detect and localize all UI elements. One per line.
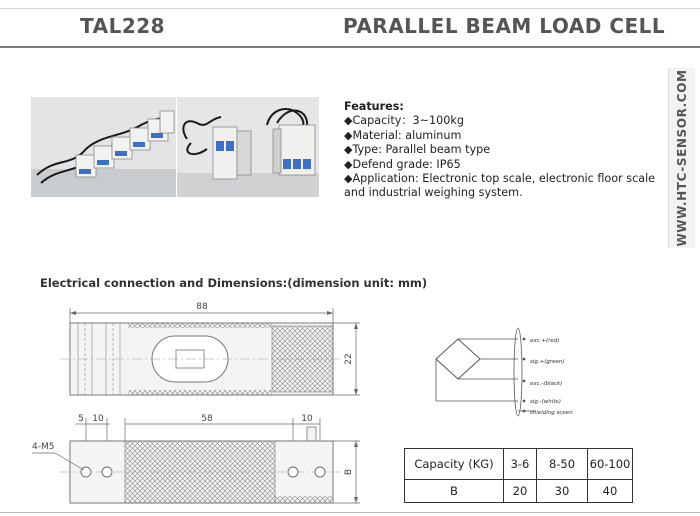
- dimensions-title: Electrical connection and Dimensions:(dimension unit: mm): [40, 276, 428, 290]
- capacity-table: [404, 448, 633, 503]
- feature-material: ◆ Material: aluminum: [344, 129, 664, 143]
- feature-defend-grade: ◆ Defend grade: IP65: [344, 158, 664, 172]
- wire-exc-minus: exc.-(black): [530, 381, 563, 387]
- dim-height-label: 22: [344, 353, 354, 365]
- table-cell: 3-6: [504, 449, 537, 480]
- features-heading: Features:: [344, 100, 404, 113]
- header-top-rule: [0, 8, 700, 9]
- dim-right-label: 10: [301, 414, 313, 424]
- product-title: PARALLEL BEAM LOAD CELL: [343, 14, 666, 38]
- dim-hole-a-label: 5: [78, 414, 84, 424]
- table-row: [405, 480, 633, 503]
- header-rule: [0, 46, 700, 48]
- model-number: TAL228: [80, 14, 166, 38]
- page-header: [0, 0, 700, 50]
- product-photo-pair: [177, 97, 319, 197]
- table-cell: 20: [504, 480, 537, 503]
- dim-center-label: 58: [201, 414, 213, 424]
- table-cell: 60-100: [588, 449, 633, 480]
- table-cell: 8-50: [537, 449, 588, 480]
- website-url: WWW.HTC-SENSOR.COM: [675, 69, 689, 247]
- dim-thread-label: 4-M5: [32, 442, 55, 452]
- feature-capacity: ◆ Capacity：3~100kg: [344, 114, 664, 128]
- dimension-drawing: [30, 296, 400, 511]
- table-header-row: [405, 449, 633, 480]
- table-cell: Capacity (KG): [405, 449, 504, 480]
- wiring-diagram: [420, 325, 620, 420]
- feature-type: ◆ Type: Parallel beam type: [344, 143, 664, 157]
- feature-application: ◆ Application: Electronic top scale, electronic floor scale and industrial weighing system.: [344, 172, 664, 201]
- wire-exc-plus: exc.+(red): [530, 338, 560, 344]
- product-photo-row: [31, 97, 176, 197]
- features-block: [344, 100, 664, 201]
- table-cell: 30: [537, 480, 588, 503]
- dim-width-label: B: [344, 468, 354, 476]
- wire-shielding: shielding sceen: [530, 410, 573, 416]
- table-cell: B: [405, 480, 504, 503]
- table-cell: 40: [588, 480, 633, 503]
- wire-sig-plus: sig.+(green): [530, 359, 565, 365]
- top-view: [60, 302, 360, 395]
- wire-sig-minus: sig.-(white): [530, 399, 561, 405]
- product-photos: [31, 97, 319, 197]
- side-view: [32, 414, 360, 503]
- footer-rule: [0, 512, 700, 513]
- dim-hole-b-label: 10: [92, 414, 104, 424]
- website-banner: [668, 68, 695, 248]
- dim-length-label: 88: [196, 302, 208, 312]
